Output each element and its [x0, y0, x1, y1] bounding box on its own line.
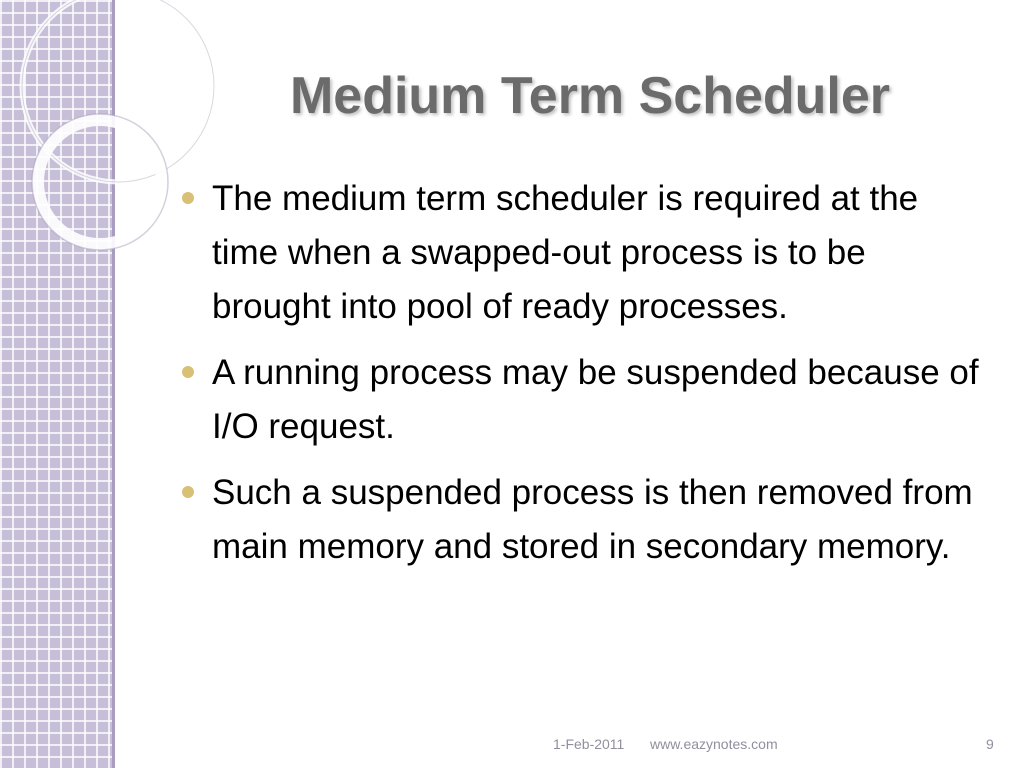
bullet-item — [182, 466, 982, 574]
bullet-text: A running process may be suspended because of I/O request. — [212, 353, 979, 446]
bullet-text: The medium term scheduler is required at the time when a swapped-out process is to be brought into pool of ready processes. — [212, 179, 919, 326]
bullet-marker-icon — [182, 486, 194, 498]
footer-website: www.eazynotes.com — [650, 736, 778, 752]
bullet-list — [182, 172, 982, 586]
footer-date: 1-Feb-2011 — [553, 736, 625, 752]
bullet-marker-icon — [182, 192, 194, 204]
slide-title: Medium Term Scheduler — [289, 67, 891, 125]
bullet-item — [182, 346, 982, 454]
bullet-marker-icon — [182, 366, 194, 378]
bullet-item — [182, 172, 982, 334]
slide-number: 9 — [986, 736, 994, 752]
bullet-text: Such a suspended process is then removed from main memory and stored in secondary memory. — [212, 473, 973, 566]
